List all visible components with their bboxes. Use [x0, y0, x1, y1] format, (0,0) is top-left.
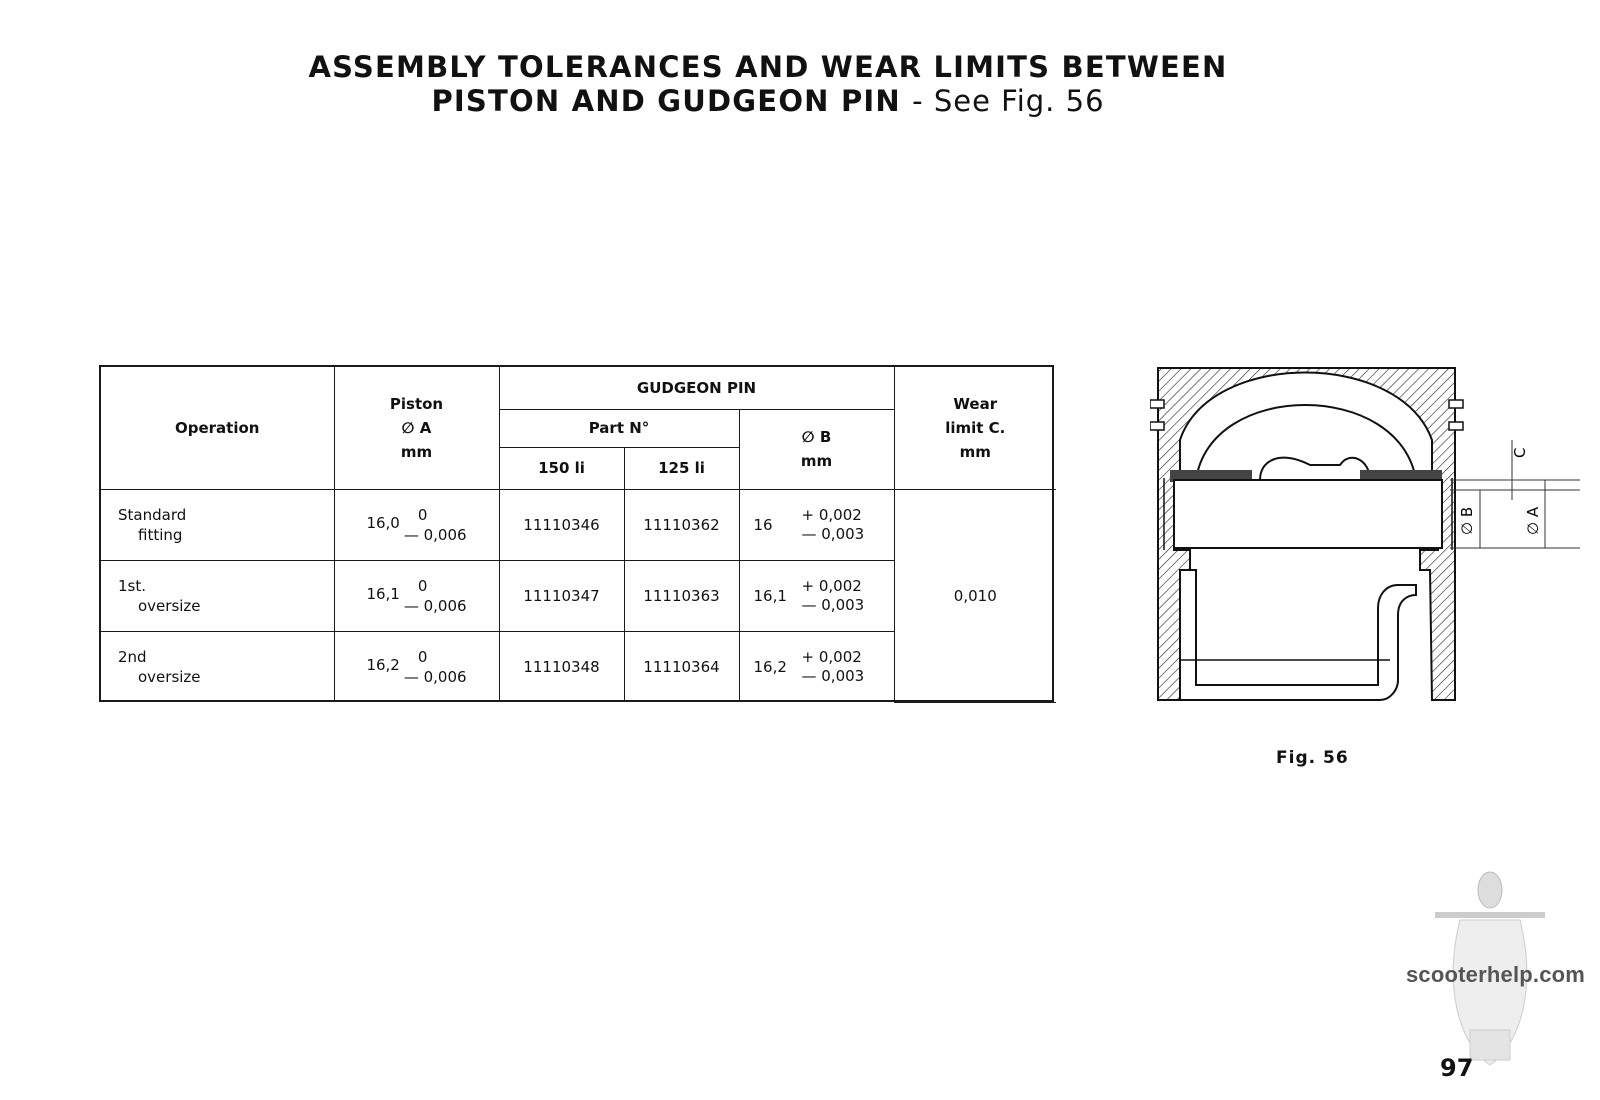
row-operation — [101, 489, 334, 560]
operation-line1: Standard — [118, 505, 187, 524]
piston-lower-dev: — 0,006 — [403, 525, 467, 544]
header-piston-line1: Piston — [389, 394, 444, 413]
operation-line1: 1st. — [118, 576, 147, 595]
wear-limit-value: 0,010 — [894, 489, 1056, 702]
header-pin-dia-line2: mm — [800, 452, 833, 470]
pin-lower-dev: — 0,003 — [801, 666, 865, 685]
row-pin-dia — [739, 631, 894, 702]
row-part-125: 11110363 — [624, 560, 739, 631]
piston-nominal: 16,0 — [366, 513, 400, 532]
title-line-2-main: PISTON AND GUDGEON PIN — [431, 84, 901, 118]
title-line-1: ASSEMBLY TOLERANCES AND WEAR LIMITS BETWEEN — [308, 50, 1228, 84]
row-pin-dia — [739, 489, 894, 560]
piston-nominal: 16,1 — [366, 584, 400, 603]
page-title — [0, 50, 1536, 118]
row-part-150: 11110346 — [499, 489, 624, 560]
header-piston-line3: mm — [400, 442, 433, 461]
row-operation — [101, 631, 334, 702]
header-pin-dia — [739, 409, 894, 489]
row-piston-dia — [334, 631, 499, 702]
figure-caption: Fig. 56 — [1276, 748, 1349, 768]
piston-cross-section-figure — [1150, 340, 1590, 720]
row-part-125: 11110364 — [624, 631, 739, 702]
row-piston-dia — [334, 489, 499, 560]
row-part-150: 11110348 — [499, 631, 624, 702]
pin-lower-dev: — 0,003 — [801, 524, 865, 543]
operation-line2: oversize — [138, 596, 201, 615]
pin-nominal: 16 — [753, 515, 773, 534]
header-gudgeon-pin: GUDGEON PIN — [499, 367, 894, 409]
header-wear-line2: limit C. — [945, 418, 1006, 437]
piston-lower-dev: — 0,006 — [403, 596, 467, 615]
title-line-2 — [431, 84, 1104, 118]
pin-nominal: 16,2 — [753, 657, 787, 676]
header-part-125: 125 li — [624, 447, 739, 489]
operation-line2: oversize — [138, 667, 201, 686]
header-part-no: Part N° — [499, 409, 739, 447]
row-part-150: 11110347 — [499, 560, 624, 631]
pin-upper-dev: + 0,002 — [801, 505, 862, 524]
table-row — [101, 489, 1056, 560]
header-pin-dia-line1: ∅ B — [801, 428, 832, 446]
operation-line1: 2nd — [118, 647, 147, 666]
pin-upper-dev: + 0,002 — [801, 647, 862, 666]
row-operation — [101, 560, 334, 631]
header-wear-limit — [894, 367, 1056, 489]
header-wear-line1: Wear — [953, 394, 998, 413]
label-b: ∅ B — [1458, 506, 1476, 535]
piston-upper-dev: 0 — [417, 505, 428, 524]
header-piston-line2: ∅ A — [401, 418, 432, 437]
watermark-text: scooterhelp.com — [1406, 962, 1586, 987]
title-see-fig: - See Fig. 56 — [912, 84, 1105, 118]
pin-nominal: 16,1 — [753, 586, 787, 605]
pin-lower-dev: — 0,003 — [801, 595, 865, 614]
pin-upper-dev: + 0,002 — [801, 576, 862, 595]
label-a: ∅ A — [1524, 506, 1542, 535]
operation-line2: fitting — [138, 525, 183, 544]
tolerance-table — [99, 365, 1054, 702]
header-operation: Operation — [101, 367, 334, 489]
piston-nominal: 16,2 — [366, 655, 400, 674]
row-part-125: 11110362 — [624, 489, 739, 560]
header-wear-line3: mm — [959, 442, 991, 461]
piston-upper-dev: 0 — [417, 576, 428, 595]
header-part-150: 150 li — [499, 447, 624, 489]
row-piston-dia — [334, 560, 499, 631]
page-number: 97 — [1440, 1054, 1474, 1082]
row-pin-dia — [739, 560, 894, 631]
label-c: C — [1511, 447, 1529, 458]
gudgeon-pin — [1174, 480, 1442, 548]
piston-lower-dev: — 0,006 — [403, 667, 467, 686]
header-piston — [334, 367, 499, 489]
piston-upper-dev: 0 — [417, 647, 428, 666]
